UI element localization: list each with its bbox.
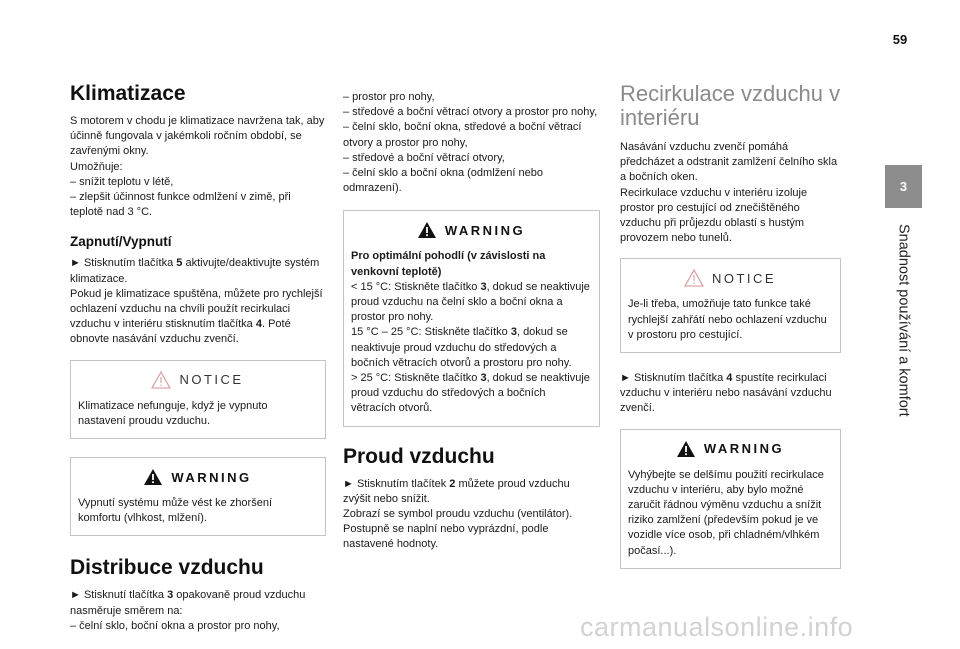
- notice-triangle-icon: [151, 371, 171, 389]
- notice-box: [620, 258, 841, 353]
- ac-intro: S motorem v chodu je klimatizace navržena tak, aby účinně fungovala v jakémkoli ročním období, se zavřenými okny.: [70, 115, 325, 158]
- text-run: > 25 °C: Stiskněte tlačítko: [351, 372, 481, 385]
- warning-line: [351, 371, 591, 417]
- text-run: < 15 °C: Stiskněte tlačítko: [351, 280, 481, 293]
- text-run: , dokud se neaktivuje proud vzduchu na čelní sklo a boční okna a prostor pro nohy.: [351, 280, 590, 324]
- heading-air-flow: Proud vzduchu: [343, 444, 495, 468]
- button-ref: 4: [255, 318, 262, 331]
- distribution-item: – čelní sklo a boční okna (odmlžení nebo odmrazení).: [343, 167, 543, 195]
- button-ref: 3: [167, 589, 174, 602]
- distribution-item: – prostor pro nohy,: [343, 91, 435, 103]
- heading-on-off: Zapnutí/Vypnutí: [70, 234, 172, 250]
- heading-recirculation: Recirkulace vzduchu v interiéru: [620, 81, 841, 130]
- warning-title: WARNING: [703, 441, 785, 457]
- notice-text: Je-li třeba, umožňuje tato funkce také rychlejší zahřátí nebo ochlazení vzduchu v prostoru pro cestující.: [628, 298, 827, 341]
- warning-box: [343, 210, 600, 426]
- text-run: , dokud se neaktivuje proud vzduchu do středových a bočních větracích otvorů.: [351, 372, 590, 415]
- chapter-tab: 3: [885, 165, 922, 208]
- text-run: . Poté obnovte nasávání vzduchu zvenčí.: [70, 318, 291, 346]
- text-run: ► Stisknutím tlačítek: [343, 477, 450, 490]
- warning-line: [351, 280, 591, 326]
- chapter-title: [885, 220, 922, 420]
- warning-box: [70, 457, 326, 536]
- text-run: můžete proud vzduchu zvýšit nebo snížit.: [343, 477, 570, 505]
- text-run: opakovaně proud vzduchu nasměruje směrem na:: [70, 589, 306, 617]
- column-right: [620, 82, 841, 587]
- warning-text: Vyhýbejte se delšímu použití recirkulace vzduchu v interiéru, aby bylo možné zaručit řádnou výměnu vzduchu a snížit riziko zamlžení (především pokud je ve vozidle více osob, při chladném/vlhkém počasí...).: [628, 468, 824, 557]
- recirc-paragraph: Nasávání vzduchu zvenčí pomáhá předcházet a odstranit zamlžení čelního skla a bočních oken.: [620, 141, 838, 184]
- warning-triangle-icon: [676, 440, 696, 458]
- warning-bold-text: [351, 249, 591, 279]
- text-run: ► Stisknutí tlačítka: [70, 589, 168, 602]
- text-run: aktivujte/deaktivujte systém klimatizace.: [70, 257, 320, 285]
- distribution-item: – středové a boční větrací otvory a prostor pro nohy,: [343, 106, 598, 119]
- on-off-recirc-tip: [70, 287, 326, 348]
- warning-box: [620, 429, 841, 569]
- heading-air-distribution: Distribuce vzduchu: [70, 556, 264, 580]
- chapter-title-text: Snadnost používání a komfort: [895, 223, 912, 417]
- warning-title: WARNING: [171, 469, 252, 485]
- text-run: ► Stisknutím tlačítka: [70, 257, 177, 270]
- button-ref: 3: [480, 372, 487, 385]
- warning-triangle-icon: [417, 221, 437, 239]
- button-ref: 2: [449, 477, 456, 490]
- button-ref: 4: [726, 372, 733, 385]
- recirc-instruction: [620, 371, 841, 417]
- ac-enables-item: – snížit teplotu v létě,: [70, 175, 174, 188]
- flow-description: Zobrazí se symbol proudu vzduchu (ventilátor). Postupně se naplní nebo vyprázdní, podle nastavené hodnoty.: [343, 508, 573, 551]
- column-left: [70, 82, 326, 634]
- heading-air-conditioning: Klimatizace: [70, 82, 186, 105]
- warning-triangle-icon: [143, 468, 163, 486]
- distribution-item: – čelní sklo, boční okna a prostor pro nohy,: [70, 619, 280, 632]
- on-off-instruction: [70, 256, 326, 286]
- text-run: spustíte recirkulaci vzduchu v interiéru nebo nasávání vzduchu zvenčí.: [620, 372, 832, 415]
- notice-text: Klimatizace nefunguje, když je vypnuto nastavení proudu vzduchu.: [78, 399, 268, 427]
- distribution-instruction: [70, 588, 326, 618]
- text-run: Pokud je klimatizace spuštěna, můžete pro rychlejší ochlazení vzduchu na chvíli použít recirkulaci vzduchu v interiéru stisknutím tlačítka: [70, 287, 323, 331]
- button-ref: 3: [510, 326, 517, 339]
- notice-box: [70, 360, 326, 439]
- recirc-paragraph: Recirkulace vzduchu v interiéru izoluje prostor pro cestující od znečištěného vzduchu při průjezdu oblastí s hustým provozem nebo tunelů.: [620, 186, 808, 245]
- column-middle: [343, 90, 600, 553]
- ac-enables-item: – zlepšit účinnost funkce odmlžení v zimě, při teplotě nad 3 °C.: [70, 191, 291, 219]
- notice-title: NOTICE: [179, 372, 244, 388]
- warning-line: [351, 325, 591, 371]
- notice-title: NOTICE: [711, 270, 777, 286]
- flow-instruction: [343, 477, 600, 507]
- ac-enables-label: Umožňuje:: [70, 160, 123, 173]
- distribution-item: – středové a boční větrací otvory,: [343, 151, 505, 164]
- page-number: 59: [892, 32, 908, 47]
- button-ref: 5: [176, 257, 183, 270]
- button-ref: 3: [480, 280, 487, 293]
- text-run: 15 °C – 25 °C: Stiskněte tlačítko: [351, 326, 511, 339]
- watermark: carmanualsonline.info: [580, 612, 854, 642]
- text-run: ► Stisknutím tlačítka: [620, 372, 727, 385]
- distribution-item: – čelní sklo, boční okna, středové a boční větrací otvory a prostor pro nohy,: [343, 121, 582, 149]
- warning-title: WARNING: [444, 222, 526, 238]
- warning-text: Vypnutí systému může vést ke zhoršení komfortu (vlhkost, mlžení).: [78, 497, 273, 525]
- text-run: Pro optimální pohodlí (v závislosti na venkovní teplotě): [351, 250, 546, 278]
- text-run: , dokud se neaktivuje proud vzduchu do středových a bočních větracích otvorů a prostoru pro nohy.: [351, 326, 572, 369]
- notice-triangle-icon: [684, 269, 704, 287]
